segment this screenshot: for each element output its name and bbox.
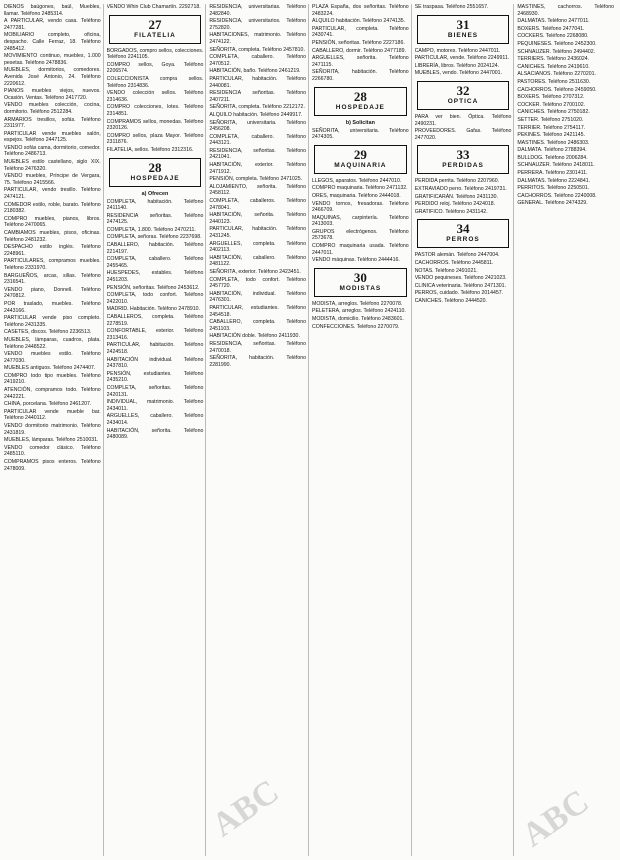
classified-ad: COMPLETA, caballero. Teléfono 2455465. bbox=[106, 256, 204, 269]
classified-ad: CONFECCIONES. Teléfono 2270079. bbox=[312, 323, 400, 330]
classified-ad: RESIDENCIA, señoritas. Teléfono 2470018. bbox=[209, 340, 307, 354]
classified-ad: COCKER. Teléfono 2700102. bbox=[517, 101, 586, 108]
classified-ad: DIENOS baúgones, baúl, Muebles, llamar. Teléfono 2485314. bbox=[4, 4, 101, 17]
classified-ad: VENDO muebles, Príncipe de Vergara, 75. Teléfono 2415566. bbox=[4, 173, 101, 186]
classified-ad: CACHORROS. Teléfono 2240008. bbox=[517, 192, 597, 199]
classified-ad: PASTOR alemán. Teléfono 2447004. bbox=[414, 252, 500, 259]
column bbox=[415, 4, 515, 856]
classified-ad: HABITACIÓN, exterior. Teléfono 2471912. bbox=[209, 162, 307, 175]
classified-ad: MUEBLES estilo castellano, siglo XIX. Teléfono 2476320. bbox=[4, 159, 101, 172]
classified-ad: SEÑORITA, habitación. Teléfono 2281990. bbox=[209, 355, 307, 368]
classified-ad: SEÑORITA, completa. Teléfono 2457810. bbox=[209, 46, 305, 53]
classified-ad: CAMBIAMOS muebles, pisos, oficinas. Teléfono 2481232. bbox=[4, 230, 101, 243]
classified-ad: PARTICULAR vende mueble bar. Teléfono 2440112. bbox=[4, 408, 101, 422]
classified-ad: ARGUELLES, caballero. Teléfono 2434014. bbox=[106, 413, 204, 426]
classified-ad: PARTICULAR, habitación. Teléfono 2431245. bbox=[209, 226, 307, 239]
classified-ad: COMPRO sellos, Goya. Teléfono 2206574. bbox=[106, 61, 204, 75]
section-number: 28 bbox=[353, 88, 367, 104]
classified-ad: ALQUILO habitación. Teléfono 2474135. bbox=[312, 18, 406, 25]
section-title: MAQUINARIA bbox=[334, 161, 387, 169]
classified-ad: BOXERS. Teléfono 2707312. bbox=[517, 94, 585, 101]
classified-ad: MODISTA, domicilio. Teléfono 2483601. bbox=[312, 316, 404, 323]
section-header bbox=[109, 158, 202, 187]
classified-ad: PARTICULAR vende muebles salón, espejos. Teléfono 2447125. bbox=[4, 130, 101, 144]
column bbox=[517, 4, 616, 856]
classified-ad: HUESPEDES, estables. Teléfono 2451203. bbox=[106, 270, 204, 284]
classified-ad: PARTICULAR, estudiantes. Teléfono 2454518. bbox=[209, 304, 307, 318]
classified-ad: MADRID. Habitación. Teléfono 2478910. bbox=[106, 306, 201, 313]
classified-ad: CABALLERO, dormir. Teléfono 2477189. bbox=[312, 47, 406, 54]
classified-ad: PENSIÓN, señoritas. Teléfono 2227186. bbox=[312, 39, 405, 46]
classified-ad: COMPLETA, todo confort. Teléfono 2457720. bbox=[209, 276, 307, 290]
classified-ad: VENDO tornos, fresadoras. Teléfono 2466709. bbox=[312, 200, 409, 214]
watermark-logo: ABC bbox=[515, 782, 596, 855]
section-header bbox=[417, 219, 510, 248]
classified-ad: CONFORTABLE, exterior. Teléfono 2313416. bbox=[106, 328, 204, 341]
classified-ad: PENSIÓN, señoritas. Teléfono 2453612. bbox=[106, 284, 200, 291]
section-header bbox=[314, 87, 407, 116]
classified-ad: COMPLETA, todo confort. Teléfono 2422010. bbox=[106, 292, 204, 305]
classified-ad: COMPRO sellos, plaza Mayor. Teléfono 2311876. bbox=[106, 132, 204, 146]
classified-ad: NOTAS. Teléfono 2491021. bbox=[414, 267, 478, 274]
section-number: 29 bbox=[353, 146, 367, 162]
classified-ad: MUEBLES, lámparas. Teléfono 2510031. bbox=[4, 437, 99, 444]
classified-ad: GRUPOS electrógenos. Teléfono 2573678. bbox=[312, 228, 409, 242]
section-header bbox=[417, 145, 510, 174]
column bbox=[209, 4, 309, 856]
classified-ad: MOVIMIENTO continuo, muebles, 1.000 pesetas. Teléfono 2478836. bbox=[4, 53, 101, 66]
classified-ad: A PARTICULAR, vendo casa. Teléfono 2477281. bbox=[4, 18, 101, 31]
classified-ad: CACHORROS. Teléfono 2445811. bbox=[414, 259, 494, 266]
column bbox=[4, 4, 104, 856]
classified-ad: POR traslado, muebles. Teléfono 2443166. bbox=[4, 300, 101, 314]
classified-ad: CANICHES. Teléfono 2419610. bbox=[517, 63, 590, 70]
classified-ad: COMPLETA, 1.800. Teléfono 2470211. bbox=[106, 226, 196, 233]
classified-ad: CANICHES. Teléfono 2750182. bbox=[517, 109, 590, 116]
classified-ad: PARTICULAR vende piso completo. Teléfono 2431335. bbox=[4, 315, 101, 328]
classified-ad: RESIDENCIA señoritas. Teléfono 2407211. bbox=[209, 90, 307, 103]
classified-ad: GRATIFICO. Teléfono 2431142. bbox=[414, 208, 488, 215]
classified-ad: BULLDOG. Teléfono 2006284. bbox=[517, 154, 588, 161]
classified-ad: MUEBLES, vendo. Teléfono 2447001. bbox=[414, 70, 502, 77]
classified-ad: TERRIER. Teléfono 2754117. bbox=[517, 124, 586, 131]
classified-ad: TERRIERS. Teléfono 2436024. bbox=[517, 56, 590, 63]
classified-ad: HABITACIONES, matrimonio. Teléfono 2474122. bbox=[209, 32, 307, 45]
section-title: HOSPEDAJE bbox=[335, 103, 385, 111]
classified-ad: MAQUINAS, carpintería. Teléfono 2413003. bbox=[312, 214, 409, 228]
classified-ad: ATENCIÓN, compramos todo. Teléfono 2442221. bbox=[4, 387, 101, 400]
classified-ad: PARA ver bien. Óptica. Teléfono 2490231. bbox=[414, 113, 512, 127]
classified-ad: MOBILIARIO completo, oficina, despacho. Calle Ferraz, 18. Teléfono 2485412. bbox=[4, 32, 101, 52]
classified-ad: CABALLERO, completa. Teléfono 2451103. bbox=[209, 319, 307, 332]
classified-ad: COLECCIONISTA compra sellos. Teléfono 2314836. bbox=[106, 75, 204, 89]
classified-ad: PENSIÓN, completa. Teléfono 2471025. bbox=[209, 176, 303, 183]
classified-ad: CLINICA veterinaria. Teléfono 2471301. bbox=[414, 282, 507, 289]
classified-ad: PROVEEDORES. Gafas. Teléfono 2477020. bbox=[414, 128, 512, 141]
classified-ad: MUEBLES, lámparas, cuadros, plata. Teléfono 2448522. bbox=[4, 336, 101, 350]
section-number: 34 bbox=[456, 221, 470, 237]
classified-ad: BORGADOS, compro sellos, colecciones. Teléfono 2241105. bbox=[106, 47, 204, 61]
section-number: 33 bbox=[456, 147, 470, 163]
classified-ad: ORES, maquinaria. Teléfono 2444018. bbox=[312, 192, 401, 199]
classified-ad: BARGUEÑOS, arcas, sillas. Teléfono 2316541. bbox=[4, 272, 101, 286]
classified-ad: COMPLETA, caballero. Teléfono 2470512. bbox=[209, 54, 307, 67]
classified-ad: DALMATA. Teléfono 2788394. bbox=[517, 147, 587, 154]
classified-ad: MASTINES, cachorros. Teléfono 2468930. bbox=[517, 4, 615, 17]
classified-ad: SEÑORITA, universitaria. Teléfono 2456208. bbox=[209, 119, 307, 133]
classified-ad: ALSACIANOS. Teléfono 2270201. bbox=[517, 71, 596, 78]
classified-ad: COMPRO todo tipo muebles. Teléfono 2419210. bbox=[4, 372, 101, 386]
section-number: 30 bbox=[353, 269, 367, 285]
classified-ad: FILATELIA, sellos. Teléfono 2312316. bbox=[106, 146, 194, 153]
classified-ad: VENDO Whin Club Chamartín. 2292718. bbox=[106, 4, 201, 10]
classified-ad: GENERAL. Teléfono 2474329. bbox=[517, 200, 588, 207]
classified-ad: COMPLETA, señoritas. Teléfono 2420131. bbox=[106, 384, 204, 398]
classified-ad: COCKERS. Teléfono 2268080. bbox=[517, 33, 589, 40]
classified-ad: COMPRO colecciones, lotes. Teléfono 2314851. bbox=[106, 104, 204, 117]
classified-ad: SEÑORITA, habitación. Teléfono 2266780. bbox=[312, 69, 409, 82]
classified-ad: PERRERA. Teléfono 2301411. bbox=[517, 170, 588, 177]
classified-ad: COMEDOR estilo, roble, barato. Teléfono 2180382. bbox=[4, 201, 101, 215]
classified-ad: PASTORES. Teléfono 2511630. bbox=[517, 78, 591, 85]
section-number: 27 bbox=[148, 16, 162, 32]
classified-ad: CABALLERO, habitación. Teléfono 2214197. bbox=[106, 242, 204, 255]
classified-ad: SETTER. Teléfono 2751020. bbox=[517, 116, 584, 123]
classified-ad: COMPRO maquinaria usada. Teléfono 2447011. bbox=[312, 243, 409, 256]
classified-ad: LLEGOS, aparatos. Teléfono 2447010. bbox=[312, 177, 402, 184]
classified-ad: HABITACIÓN, caballero. Teléfono 2481122. bbox=[209, 254, 307, 268]
classified-ad: COMPLETA, caballero. Teléfono 2443121. bbox=[209, 133, 307, 147]
classified-ad: DALMATAS. Teléfono 2224841. bbox=[517, 177, 591, 184]
column bbox=[312, 4, 412, 856]
classified-ad: PARTICULARES, compramos muebles. Teléfono 2331970. bbox=[4, 258, 101, 271]
classified-ad: COMPRAMOS pisos enteros. Teléfono 2478009. bbox=[4, 459, 101, 472]
classified-ad: VENDO comedor clásico. Teléfono 2485110. bbox=[4, 444, 101, 458]
classified-ad: RESIDENCIA, universitarios. Teléfono 2752820. bbox=[209, 18, 307, 31]
section-title: OPTICA bbox=[447, 97, 479, 105]
classified-ad: PARTICULAR, vende. Teléfono 2249911. bbox=[414, 55, 510, 62]
classified-ad: MUEBLES antiguos. Teléfono 2474407. bbox=[4, 365, 96, 372]
classified-ad: SEÑORITA, universitaria. Teléfono 2474305. bbox=[312, 127, 409, 141]
classified-ad: ARGUELLES, completa. Teléfono 2402113. bbox=[209, 240, 307, 254]
section-number: 32 bbox=[456, 82, 470, 98]
classified-ad: MASTINES. Teléfono 2486303. bbox=[517, 139, 590, 146]
classified-ad: CHINA, porcelana. Teléfono 2461207. bbox=[4, 401, 92, 408]
section-title: MODISTAS bbox=[339, 284, 382, 292]
classified-ad: DALMATAS. Teléfono 2477011. bbox=[517, 18, 590, 25]
classified-ad: PERRITOS. Teléfono 2250501. bbox=[517, 185, 590, 192]
classified-ad: CAMPO, motores. Teléfono 2447011. bbox=[414, 47, 501, 54]
classified-ad: HABITACIÓN, individual. Teléfono 2476301. bbox=[209, 290, 307, 304]
classified-ad: HABITACIÓN individual. Teléfono 2437810. bbox=[106, 356, 204, 370]
classified-ad: VENDO dormitorio matrimonio. Teléfono 2431819. bbox=[4, 423, 101, 436]
classified-ad: PERROS, cuidado. Teléfono 2014457. bbox=[414, 290, 504, 297]
classified-ad: PIANOS muebles viejos, nuevos. Ocasión. Ventas. Teléfono 2417720. bbox=[4, 88, 101, 101]
section-subtitle: b) Solicitan bbox=[345, 119, 375, 126]
classified-ad: PLAZA España, dos señoritas. Teléfono 2483224. bbox=[312, 4, 409, 17]
classified-ad: COMPLETA, señoras. Teléfono 2237698. bbox=[106, 234, 202, 241]
classified-ad: VENDO colección sellos. Teléfono 2314636. bbox=[106, 90, 204, 103]
section-subtitle: a) Ofrecen bbox=[141, 190, 169, 197]
classified-ad: VENDO piano, Donnell. Teléfono 2470812. bbox=[4, 286, 101, 300]
classified-ad: VENDO máquinas. Teléfono 2444416. bbox=[312, 257, 400, 264]
classified-ad: COMPRAMOS sellos, monedas. Teléfono 2320126. bbox=[106, 118, 204, 132]
classified-ad: EXTRAVIADO perro. Teléfono 2419731. bbox=[414, 185, 507, 192]
classified-ad: SEÑORITA, completa. Teléfono 2212172. bbox=[209, 104, 305, 111]
section-number: 31 bbox=[456, 16, 470, 32]
classified-ad: COMPLETA, habitación. Teléfono 2411140. bbox=[106, 198, 204, 212]
classified-ad: CANICHES. Teléfono 2444520. bbox=[414, 297, 487, 304]
section-number: 28 bbox=[148, 159, 162, 175]
classified-ad: PARTICULAR, habitación. Teléfono 2424518. bbox=[106, 342, 204, 355]
classified-ad: PERDIDA perrita. Teléfono 2207960. bbox=[414, 178, 500, 185]
classified-ad: HABITACIÓN, baño. Teléfono 2461219. bbox=[209, 68, 301, 75]
section-header bbox=[417, 15, 510, 44]
classified-ad: PARTICULAR, habitación. Teléfono 2440081. bbox=[209, 75, 307, 89]
classified-ad: PEQUINESES. Teléfono 2452300. bbox=[517, 40, 597, 47]
classified-ad: VENDO pequineses. Teléfono 2421023. bbox=[414, 275, 507, 282]
classified-ad: PARTICULAR, completa. Teléfono 2430741. bbox=[312, 25, 409, 39]
classified-ad: BOXERS. Teléfono 2477041. bbox=[517, 25, 585, 32]
watermark-logo: ABC bbox=[205, 772, 286, 845]
classified-ad: RESIDENCIA señoritas. Teléfono 2474125. bbox=[106, 212, 204, 226]
classified-ad: HABITACIÓN, señorita. Teléfono 2480089. bbox=[106, 427, 204, 441]
section-title: PERROS bbox=[446, 236, 480, 244]
classified-ad: ALOJAMIENTO, señorita. Teléfono 2458112. bbox=[209, 183, 307, 197]
section-header bbox=[314, 145, 407, 174]
section-title: FILATELIA bbox=[134, 31, 176, 39]
classified-ad: MODISTA, arreglos. Teléfono 2270078. bbox=[312, 300, 403, 307]
classified-ad: INDIVIDUAL, matrimonio. Teléfono 2434011. bbox=[106, 399, 204, 412]
classified-ad: PEKINES. Teléfono 2421145. bbox=[517, 132, 585, 139]
classified-ad: COMPRO muebles, pianos, libros. Teléfono 2470065. bbox=[4, 215, 101, 229]
classified-ad: SEÑORITA, exterior. Teléfono 2423451. bbox=[209, 268, 301, 275]
classified-ad: HABITACIÓN, señorita. Teléfono 2440123. bbox=[209, 212, 307, 225]
classified-ad: HABITACIÓN doble. Teléfono 2411930. bbox=[209, 333, 300, 340]
classified-ad: VENDO muebles colección, cocina, dormitorio. Teléfono 2512284. bbox=[4, 102, 101, 115]
classified-ad: CABALLEROS, completa. Teléfono 2278519. bbox=[106, 314, 204, 327]
section-title: HOSPEDAJE bbox=[130, 174, 180, 182]
classified-ad: PELETERA, arreglos. Teléfono 2424110. bbox=[312, 308, 406, 315]
classified-ad: PARTICULAR, vendo tresillo. Teléfono 2474121. bbox=[4, 187, 101, 201]
classified-ad: SE traspasa. Teléfono 2551657. bbox=[414, 4, 489, 10]
classified-ad: COMPRO maquinaria. Teléfono 2471132. bbox=[312, 185, 408, 192]
classified-ad: ARMARIOS tresillos, sofás. Teléfono 2311977. bbox=[4, 116, 101, 130]
classified-page bbox=[4, 4, 616, 856]
section-title: BIENES bbox=[447, 31, 479, 39]
classified-ad: RESIDENCIA, señoritas. Teléfono 2421041. bbox=[209, 147, 307, 161]
classified-ad: DESPACHO estilo inglés. Teléfono 2248961. bbox=[4, 244, 101, 257]
classified-ad: LIBRERÍA, libros. Teléfono 2024124. bbox=[414, 62, 500, 69]
classified-ad: ALQUILO habitación. Teléfono 2449917. bbox=[209, 111, 303, 118]
classified-ad: RESIDENCIA, universitarias. Teléfono 2482840. bbox=[209, 4, 307, 17]
classified-ad: MUEBLES, dormitorios, comedores. Avenida José Antonio, 24. Teléfono 2220612. bbox=[4, 67, 101, 87]
classified-ad: PENSIÓN, estudiantes. Teléfono 2435210. bbox=[106, 370, 204, 384]
classified-ad: ARGUELLES, señorita. Teléfono 2471115. bbox=[312, 55, 409, 68]
section-header bbox=[314, 268, 407, 297]
classified-ad: PERDIDO reloj. Teléfono 2424018. bbox=[414, 201, 496, 208]
column bbox=[107, 4, 207, 856]
section-header bbox=[417, 81, 510, 110]
classified-ad: SCHNAUZER. Teléfono 2494402. bbox=[517, 48, 596, 55]
classified-ad: CASETES, discos. Teléfono 2236513. bbox=[4, 329, 92, 336]
classified-ad: CACHORROS. Teléfono 2459050. bbox=[517, 86, 597, 93]
classified-ad: VENDO muebles estilo. Teléfono 2477030. bbox=[4, 351, 101, 364]
section-header bbox=[109, 15, 202, 44]
section-title: PERDIDAS bbox=[442, 162, 484, 170]
classified-ad: GRATIFICARÁN. Teléfono 2431130. bbox=[414, 193, 499, 200]
classified-ad: COMPLETA, caballeros. Teléfono 2478041. bbox=[209, 198, 307, 211]
classified-ad: SCHNAUZER. Teléfono 2418011. bbox=[517, 162, 595, 169]
classified-ad: VENDO sofás cama, dormitorio, comedor. Teléfono 2486713. bbox=[4, 144, 101, 158]
